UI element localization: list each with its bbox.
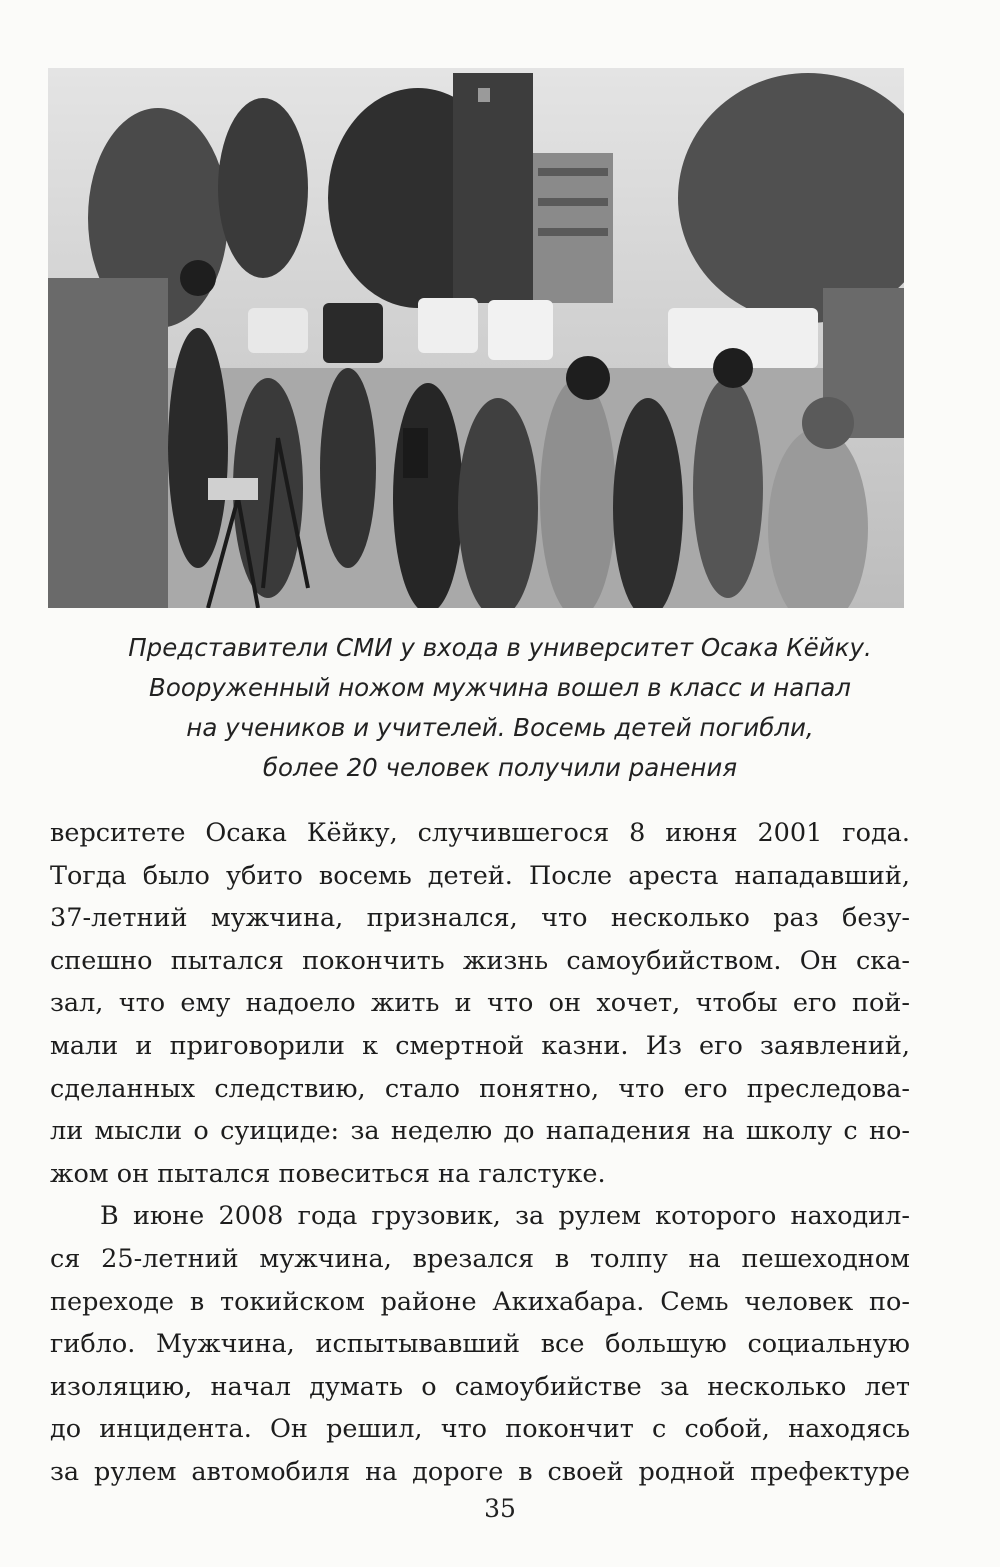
text-line: гибло. Мужчина, испытывавший все большую социальную bbox=[50, 1329, 910, 1360]
page-number: 35 bbox=[484, 1494, 516, 1523]
text-line: спешно пытался покончить жизнь самоубийством. Он ска- bbox=[50, 945, 910, 976]
caption-line: более 20 человек получили ранения bbox=[262, 753, 738, 782]
caption-line: Вооруженный ножом мужчина вошел в класс и напал bbox=[149, 673, 851, 702]
photo-caption bbox=[60, 628, 940, 788]
text-line: 37-летний мужчина, признался, что несколько раз безу- bbox=[50, 903, 910, 934]
text-line: за рулем автомобиля на дороге в своей родной префектуре bbox=[50, 1456, 910, 1487]
text-line: Тогда было убито восемь детей. После ареста нападавший, bbox=[50, 860, 910, 891]
text-line: мали и приговорили к смертной казни. Из его заявлений, bbox=[50, 1030, 910, 1061]
photo-illustration bbox=[48, 68, 904, 608]
text-line: сделанных следствию, стало понятно, что его преследова- bbox=[50, 1073, 910, 1104]
text-line: жом он пытался повеситься на галстуке. bbox=[50, 1158, 606, 1189]
text-line: В июне 2008 года грузовик, за рулем которого находил- bbox=[100, 1201, 910, 1232]
text-line: до инцидента. Он решил, что покончит с собой, находясь bbox=[50, 1414, 910, 1445]
text-line: ся 25-летний мужчина, врезался в толпу на пешеходном bbox=[50, 1243, 910, 1274]
text-line: ли мысли о суициде: за неделю до нападения на школу с но- bbox=[50, 1116, 910, 1147]
news-photo bbox=[48, 68, 904, 608]
body-text bbox=[50, 812, 910, 1494]
caption-line: Представители СМИ у входа в университет Осака Кёйку. bbox=[128, 633, 872, 662]
text-line: изоляцию, начал думать о самоубийстве за несколько лет bbox=[50, 1371, 910, 1402]
text-line: верситете Осака Кёйку, случившегося 8 июня 2001 года. bbox=[50, 818, 910, 848]
caption-line: на учеников и учителей. Восемь детей погибли, bbox=[186, 713, 814, 742]
text-line: зал, что ему надоело жить и что он хочет, чтобы его пой- bbox=[50, 988, 910, 1019]
text-line: переходе в токийском районе Акихабара. Семь человек по- bbox=[50, 1286, 910, 1317]
